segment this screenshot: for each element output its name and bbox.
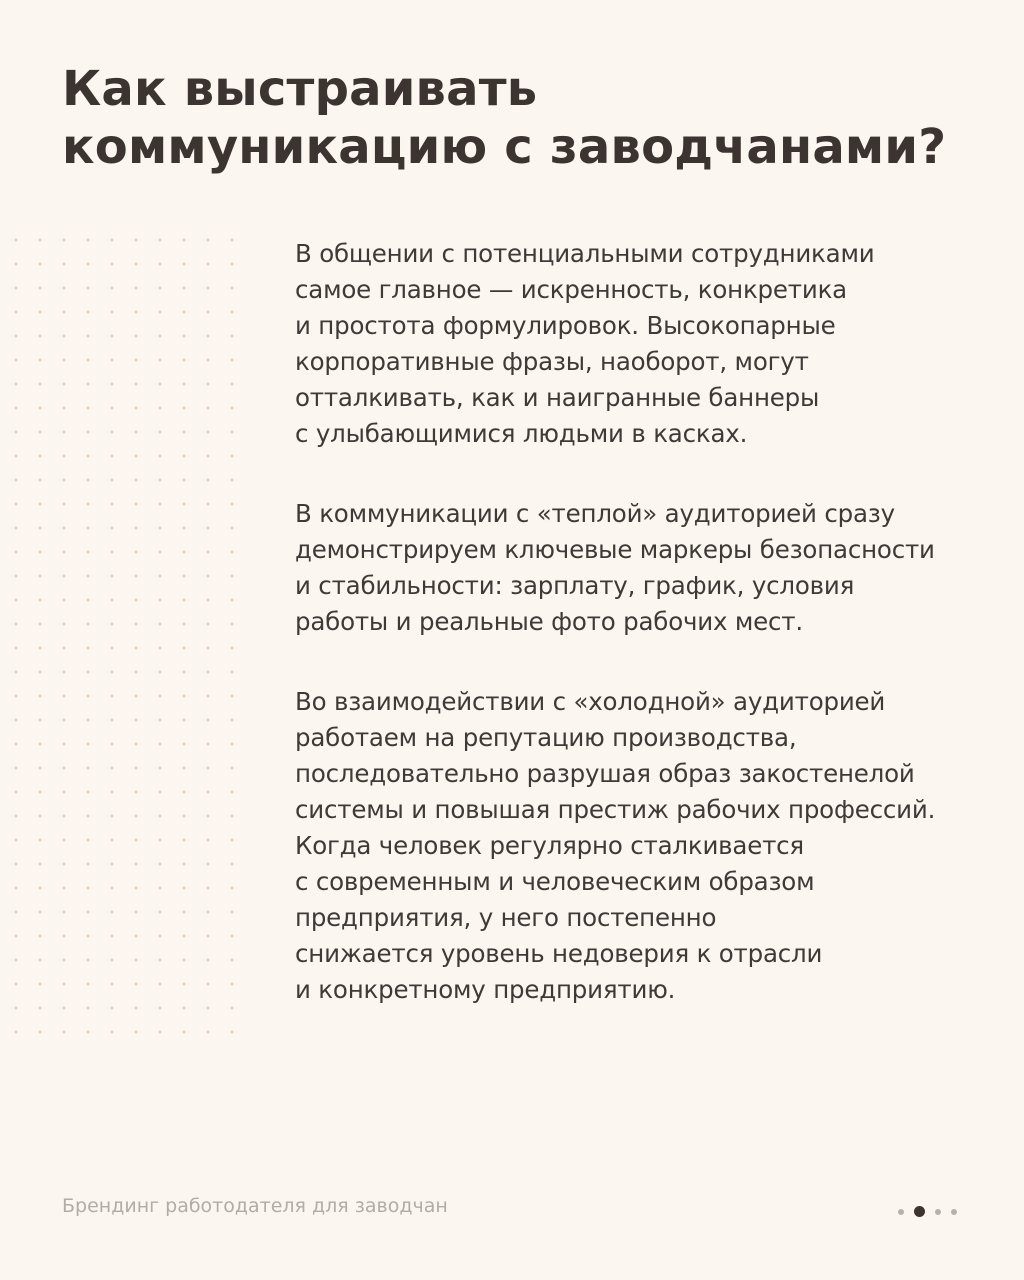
paragraph-cold-audience	[295, 684, 995, 1008]
paragraph-line: демонстрируем ключевые маркеры безопасности	[295, 535, 935, 564]
paragraph-line: работы и реальные фото рабочих мест.	[295, 607, 803, 636]
paragraph-line: В коммуникации с «теплой» аудиторией сразу	[295, 499, 895, 528]
pager-dot[interactable]	[914, 1206, 925, 1217]
dot-pattern-decoration	[0, 228, 246, 1038]
paragraph-line: с улыбающимися людьми в касках.	[295, 419, 748, 448]
paragraph-line: и конкретному предприятию.	[295, 975, 676, 1004]
footer-series-label: Брендинг работодателя для заводчан	[62, 1195, 448, 1217]
paragraph-line: В общении с потенциальными сотрудниками	[295, 239, 875, 268]
paragraph-line: корпоративные фразы, наоборот, могут	[295, 347, 809, 376]
pager-dot[interactable]	[935, 1209, 941, 1215]
carousel-pager	[898, 1206, 957, 1217]
paragraph-line: самое главное — искренность, конкретика	[295, 275, 847, 304]
title-line: коммуникацию с заводчанами?	[62, 119, 947, 175]
body-text	[295, 236, 995, 1052]
paragraph-line: последовательно разрушая образ закостенелой	[295, 759, 915, 788]
paragraph-line: и стабильности: зарплату, график, условия	[295, 571, 855, 600]
paragraph-line: работаем на репутацию производства,	[295, 723, 797, 752]
paragraph-sincerity	[295, 236, 995, 452]
paragraph-line: предприятия, у него постепенно	[295, 903, 717, 932]
paragraph-warm-audience	[295, 496, 995, 640]
paragraph-line: и простота формулировок. Высокопарные	[295, 311, 836, 340]
title-line: Как выстраивать	[62, 61, 538, 117]
page-title	[62, 60, 1002, 176]
paragraph-line: системы и повышая престиж рабочих профессий.	[295, 795, 936, 824]
paragraph-line: Во взаимодействии с «холодной» аудиторией	[295, 687, 886, 716]
paragraph-line: Когда человек регулярно сталкивается	[295, 831, 804, 860]
paragraph-line: снижается уровень недоверия к отрасли	[295, 939, 823, 968]
paragraph-line: отталкивать, как и наигранные баннеры	[295, 383, 820, 412]
pager-dot[interactable]	[951, 1209, 957, 1215]
paragraph-line: с современным и человеческим образом	[295, 867, 815, 896]
pager-dot[interactable]	[898, 1209, 904, 1215]
